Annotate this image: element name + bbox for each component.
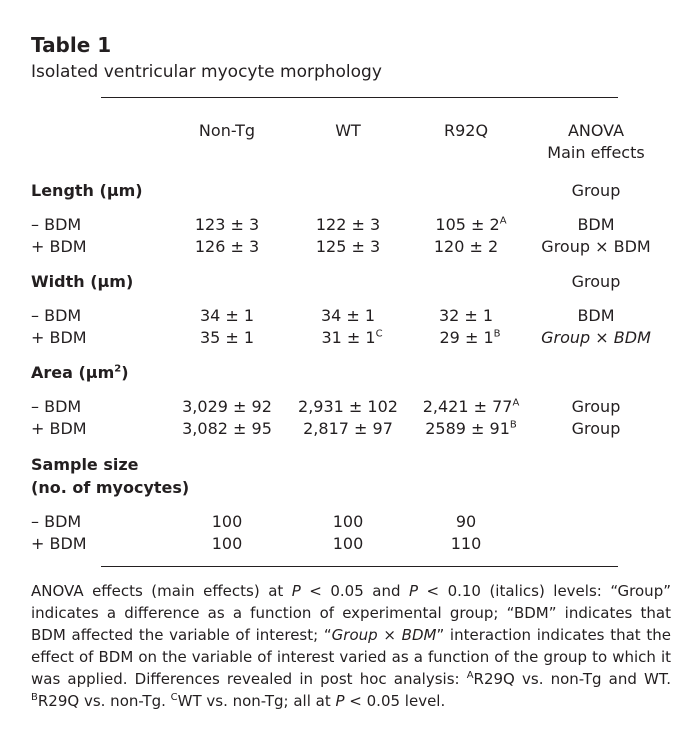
cell-effect: Group xyxy=(571,397,621,416)
cell-wt: 125 ± 3 xyxy=(315,237,381,256)
table-caption: Isolated ventricular myocyte morphology xyxy=(31,62,382,82)
row-label: – BDM xyxy=(31,397,82,416)
section-area-label: Area (µm$^2$) xyxy=(31,363,129,382)
superscript-2: 2 xyxy=(114,363,122,375)
cell-r92q: $29 \pm 1^B$ xyxy=(439,328,501,347)
section-width-effect: Group xyxy=(571,272,621,291)
col-header-r92q: R92Q xyxy=(443,121,489,140)
cell-wt: 2,817 ± 97 xyxy=(303,419,393,438)
cell-wt: 100 xyxy=(332,512,364,531)
cell-effect: Group × BDM xyxy=(541,328,651,347)
cell-wt: 34 ± 1 xyxy=(320,306,376,325)
superscript-b: B xyxy=(509,419,517,431)
col-header-wt: WT xyxy=(335,121,361,140)
cell-nontg: 100 xyxy=(211,534,243,553)
section-sample-label-2: (no. of myocytes) xyxy=(31,478,190,497)
col-header-anova: ANOVA xyxy=(567,121,625,140)
col-header-main-effects: Main effects xyxy=(547,143,645,162)
cell-effect: BDM xyxy=(577,306,615,325)
cell-nontg: 35 ± 1 xyxy=(199,328,255,347)
row-label: – BDM xyxy=(31,512,82,531)
bottom-rule xyxy=(101,566,618,567)
table-title: Table 1 xyxy=(31,33,112,57)
cell-nontg: 3,082 ± 95 xyxy=(182,419,272,438)
section-sample-label: Sample size xyxy=(31,455,139,474)
row-label: – BDM xyxy=(31,215,82,234)
cell-wt: 122 ± 3 xyxy=(315,215,381,234)
cell-nontg: 34 ± 1 xyxy=(199,306,255,325)
row-label: + BDM xyxy=(31,237,87,256)
cell-effect: Group × BDM xyxy=(541,237,651,256)
cell-r92q: 110 xyxy=(450,534,482,553)
row-label: + BDM xyxy=(31,419,87,438)
section-length-effect: Group xyxy=(571,181,621,200)
cell-wt: 2,931 ± 102 xyxy=(298,397,398,416)
cell-r92q: 90 xyxy=(455,512,477,531)
col-header-nontg: Non-Tg xyxy=(198,121,256,140)
cell-effect: Group xyxy=(571,419,621,438)
superscript-a: A xyxy=(512,397,520,409)
top-rule xyxy=(101,97,618,98)
cell-r92q: $2589 \pm 91^B$ xyxy=(425,419,517,438)
cell-nontg: 3,029 ± 92 xyxy=(182,397,272,416)
cell-r92q: 32 ± 1 xyxy=(438,306,494,325)
cell-nontg: 123 ± 3 xyxy=(194,215,260,234)
section-length-label: Length (µm) xyxy=(31,181,143,200)
cell-r92q: 120 ± 2 xyxy=(433,237,499,256)
cell-wt: $31 \pm 1^C$ xyxy=(321,328,383,347)
cell-nontg: 100 xyxy=(211,512,243,531)
superscript-c: C xyxy=(375,328,383,340)
row-label: + BDM xyxy=(31,328,87,347)
superscript-b: B xyxy=(493,328,501,340)
cell-r92q: $105 \pm 2^A$ xyxy=(435,215,507,234)
row-label: – BDM xyxy=(31,306,82,325)
section-width-label: Width (µm) xyxy=(31,272,134,291)
row-label: + BDM xyxy=(31,534,87,553)
cell-nontg: 126 ± 3 xyxy=(194,237,260,256)
cell-effect: BDM xyxy=(577,215,615,234)
table-footnote: ANOVA effects (main effects) at P < 0.05 and P < 0.10 (italics) levels: “Group” indicates a difference as a function of experimental group; “BDM” indicates that BDM affected the variable of interest; “Group × BDM” interaction indicates that the effect of BDM on the variable of interest varied as a function of the group to which it was applied. Differences revealed in post hoc analysis: $^A$R29Q vs. non-Tg and WT. $^B$R29Q vs. non-Tg. $^C$WT vs. non-Tg; all at P < 0.05 level. xyxy=(31,582,671,710)
superscript-a: A xyxy=(499,215,507,227)
cell-wt: 100 xyxy=(332,534,364,553)
cell-r92q: $2,421 \pm 77^A$ xyxy=(422,397,520,416)
